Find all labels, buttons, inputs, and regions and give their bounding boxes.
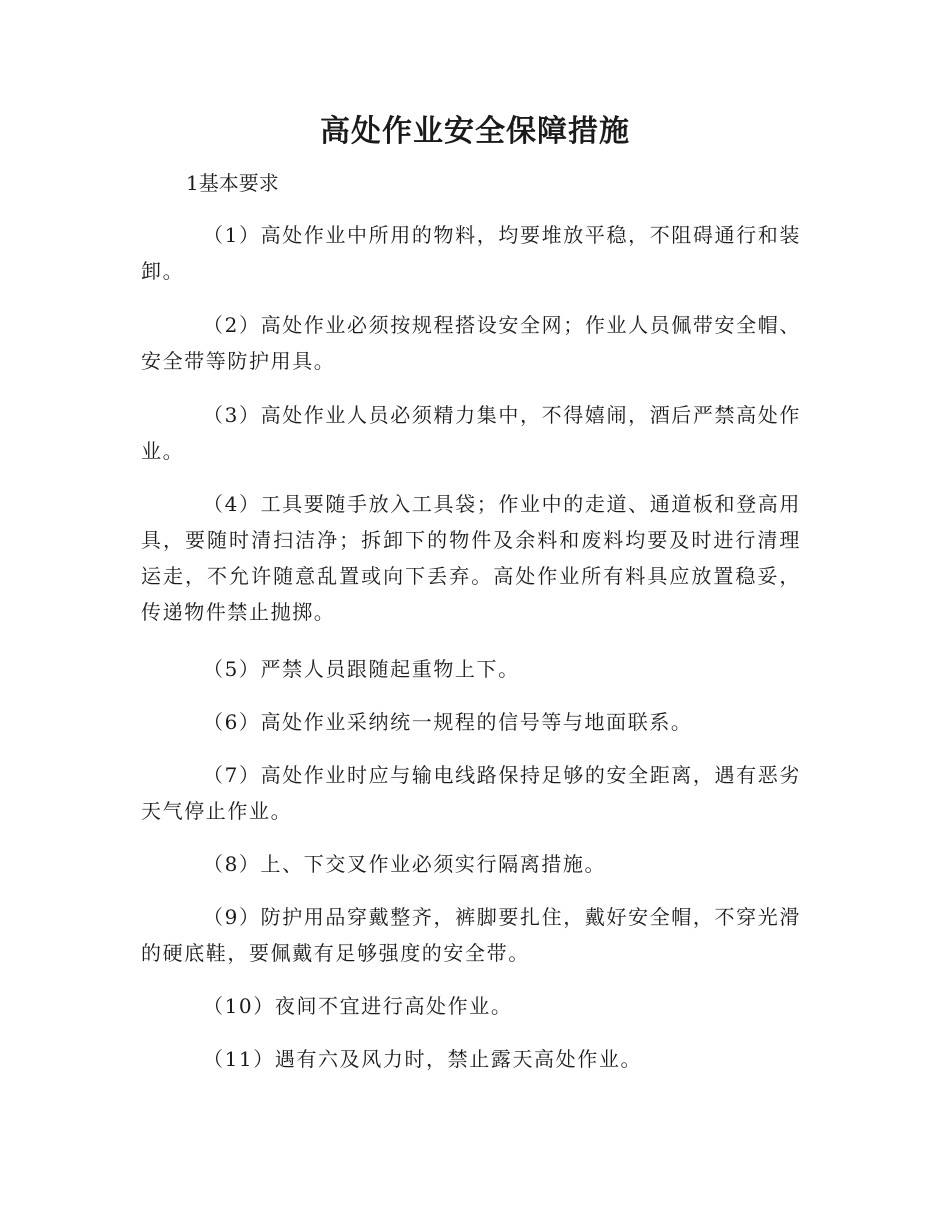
paragraph-5: （5）严禁人员跟随起重物上下。	[203, 657, 520, 681]
section-heading: 1基本要求	[186, 171, 279, 195]
document-title: 高处作业安全保障措施	[320, 114, 630, 149]
paragraph-9: （9）防护用品穿戴整齐，裤脚要扎住，戴好安全帽，不穿光滑的硬底鞋，要佩戴有足够强度的安全带。	[141, 905, 801, 965]
paragraph-2: （2）高处作业必须按规程搭设安全网；作业人员佩带安全帽、安全带等防护用具。	[141, 313, 801, 373]
paragraph-4: （4）工具要随手放入工具袋；作业中的走道、通道板和登高用具，要随时清扫洁净；拆卸下的物件及余料和废料均要及时进行清理运走，不允许随意乱置或向下丢弃。高处作业所有料具应放置稳妥，传递物件禁止抛掷。	[141, 492, 801, 624]
paragraph-8: （8）上、下交叉作业必须实行隔离措施。	[203, 852, 607, 876]
paragraph-3: （3）高处作业人员必须精力集中，不得嬉闹，酒后严禁高处作业。	[141, 403, 801, 463]
paragraph-6: （6）高处作业采纳统一规程的信号等与地面联系。	[203, 710, 693, 734]
paragraph-1: （1）高处作业中所用的物料，均要堆放平稳，不阻碍通行和装卸。	[141, 223, 801, 283]
paragraph-7: （7）高处作业时应与输电线路保持足够的安全距离，遇有恶劣天气停止作业。	[141, 763, 801, 823]
paragraph-11: （11）遇有六及风力时，禁止露天高处作业。	[203, 1047, 643, 1071]
paragraph-10: （10）夜间不宜进行高处作业。	[203, 994, 513, 1018]
